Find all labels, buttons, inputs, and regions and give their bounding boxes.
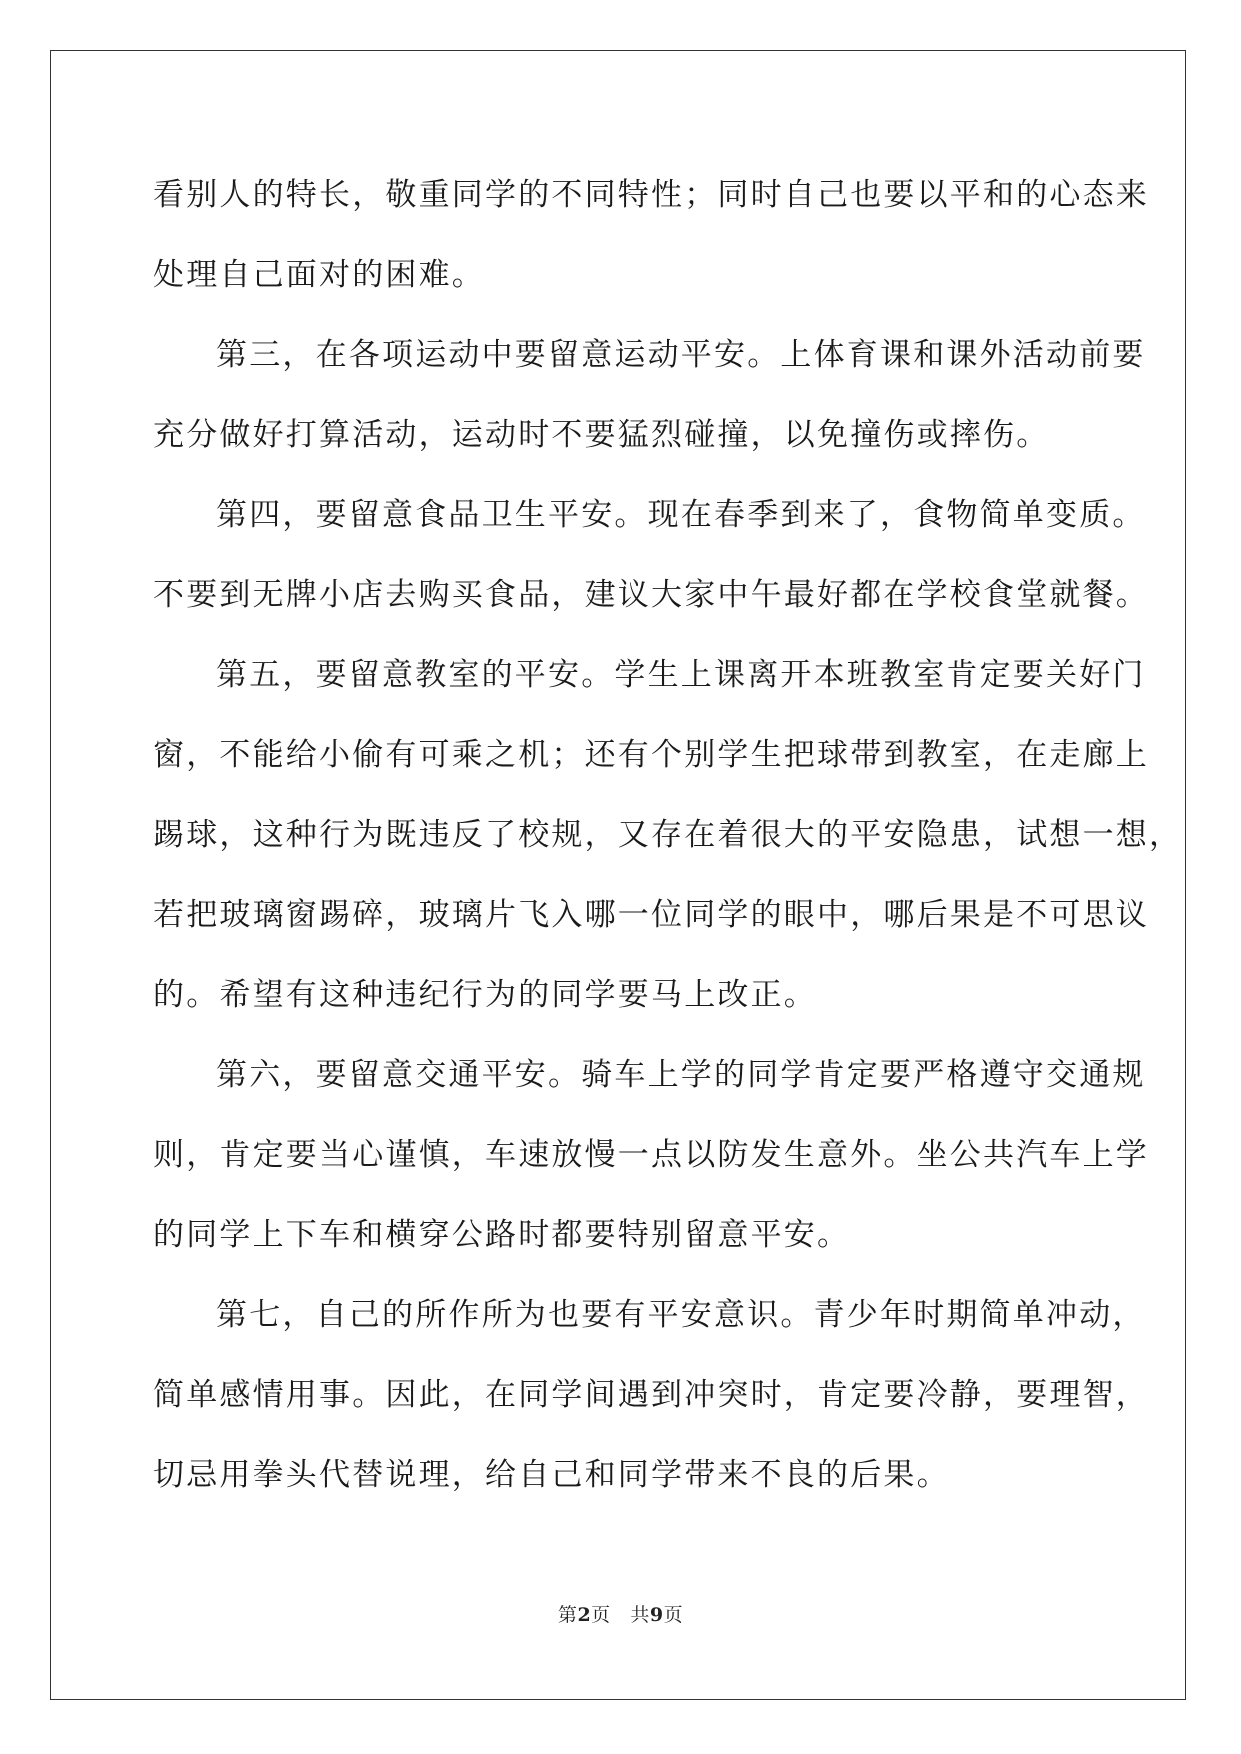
text-line: 简单感情用事。因此，在同学间遇到冲突时，肯定要冷静，要理智，: [153, 1377, 1149, 1413]
text-line: 的同学上下车和横穿公路时都要特别留意平安。: [153, 1217, 851, 1253]
text-line: 则，肯定要当心谨慎，车速放慢一点以防发生意外。坐公共汽车上学: [153, 1137, 1149, 1173]
paragraph-first-line: 第六，要留意交通平安。骑车上学的同学肯定要严格遵守交通规: [216, 1057, 1146, 1093]
text-line: 充分做好打算活动，运动时不要猛烈碰撞，以免撞伤或摔伤。: [153, 417, 1050, 453]
text-line: 看别人的特长，敬重同学的不同特性；同时自己也要以平和的心态来: [153, 177, 1149, 213]
text-line: 切忌用拳头代替说理，给自己和同学带来不良的后果。: [153, 1457, 950, 1493]
page-footer: [0, 1600, 1241, 1627]
paragraph-first-line: 第五，要留意教室的平安。学生上课离开本班教室肯定要关好门: [216, 657, 1146, 693]
text-line: 不要到无牌小店去购买食品，建议大家中午最好都在学校食堂就餐。: [153, 577, 1149, 613]
paragraph-first-line: 第七，自己的所作所为也要有平安意识。青少年时期简单冲动，: [216, 1297, 1146, 1333]
text-line: 窗，不能给小偷有可乘之机；还有个别学生把球带到教室，在走廊上: [153, 737, 1149, 773]
page-suffix: 页: [591, 1604, 611, 1626]
page-prefix: 第: [557, 1604, 578, 1626]
paragraph-first-line: 第四，要留意食品卫生平安。现在春季到来了，食物简单变质。: [216, 497, 1146, 533]
total-prefix: 共: [630, 1604, 650, 1626]
text-line: 的。希望有这种违纪行为的同学要马上改正。: [153, 977, 817, 1013]
text-line: 若把玻璃窗踢碎，玻璃片飞入哪一位同学的眼中，哪后果是不可思议: [153, 897, 1149, 933]
paragraph-first-line: 第三，在各项运动中要留意运动平安。上体育课和课外活动前要: [216, 337, 1146, 373]
total-pages: 9: [649, 1604, 664, 1626]
text-line: 处理自己面对的困难。: [153, 257, 485, 293]
page-number: 2: [577, 1604, 592, 1626]
text-line: 踢球，这种行为既违反了校规，又存在着很大的平安隐患，试想一想，: [153, 817, 1183, 853]
document-body: [153, 160, 1183, 1520]
total-suffix: 页: [663, 1604, 684, 1626]
